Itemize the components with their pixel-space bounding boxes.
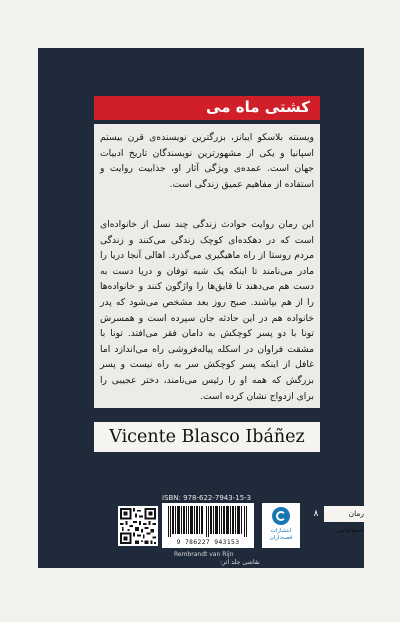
isbn-text: ISBN: 978-622-7943-15-3 <box>162 494 252 502</box>
book-title: کشتی ماه می <box>206 98 310 116</box>
qr-code-icon <box>118 506 158 546</box>
barcode-digits: 9 786227 943153 <box>176 539 240 546</box>
title-banner <box>94 96 320 120</box>
synopsis-paragraph: این رمان روایت حوادث زندگی چند نسل از خانواده‌ای است که در دهکده‌ای کوچک زندگی می‌کنند و زندگی مردم روستا از راه ماهیگیری می‌گذرد. اهالی آنجا دریا را مادر می‌نامند تا اینکه یک شبه توفان و دریا دست به دست هم می‌دهند تا قایق‌ها را واژگون کنند و خانواده‌ها را از هم بپاشند. صبح روز بعد مشخص می‌شود که پدر خانواده هم در این حادثه جان سپرده است و همسرش تونا با دو پسر کوچکش به دامان فقر می‌افتد. تونا با مشقت فراوان در اسکله پیاله‌فروشی راه می‌اندازد اما غافل از اینکه پسر کوچکش سر به راه نیست و پسر بزرگش که همه او را رئیس می‌نامند، دختر عجیبی را برای ازدواج نشان کرده است. <box>100 219 314 402</box>
publisher-logo <box>262 503 300 548</box>
author-name: Vicente Blasco Ibáñez <box>94 422 320 452</box>
synopsis-panel <box>94 124 320 408</box>
cover-artist-persian: نقاشی جلد اثر: <box>220 559 260 566</box>
series-label: رمان اسپانیایی <box>336 509 364 534</box>
publisher-name: انتشارات قصه‌داران <box>269 528 293 541</box>
series-number: ۸ <box>308 506 324 522</box>
author-intro-paragraph: ویسنته بلاسکو ایبانز، بزرگترین نویسنده‌ی قرن بیستم اسپانیا و یکی از مشهورترین نویسندگان تاریخ ادبیات جهان است. عمده‌ی ویژگی آثار او، جذابیت روایت و استفاده از مفاهیم عمیق زندگی است. <box>100 132 314 190</box>
cover-artist-latin: Rembrandt van Rijn <box>174 551 234 558</box>
barcode-icon <box>162 503 254 548</box>
publisher-logo-icon <box>272 507 290 525</box>
series-label-box <box>308 506 366 534</box>
